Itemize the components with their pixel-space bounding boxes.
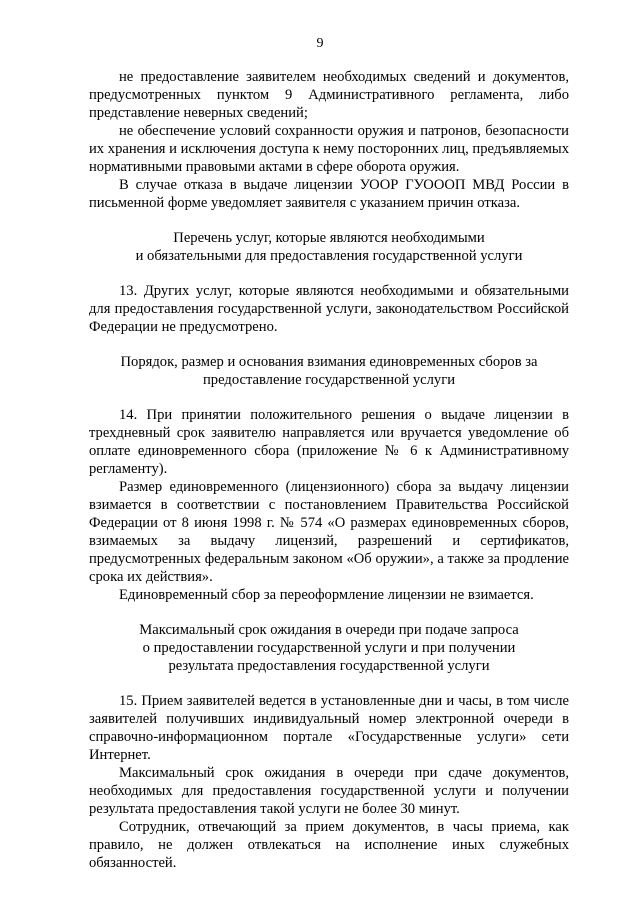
paragraph-max-wait: Максимальный срок ожидания в очереди при сдаче документов, необходимых для предоставления государственной услуги и получении результата предоставления такой услуги не более 30 минут. bbox=[89, 765, 569, 817]
paragraph-refusal-ground-2: не обеспечение условий сохранности оружия и патронов, безопасности их хранения и исключения доступа к нему посторонних лиц, предъявляемых нормативными правовыми актами в сфере оборота оружия. bbox=[89, 123, 569, 175]
section-heading-services bbox=[89, 229, 569, 265]
section-heading-fees bbox=[89, 353, 569, 389]
heading-line: предоставление государственной услуги bbox=[203, 372, 455, 388]
paragraph-reissue-fee: Единовременный сбор за переоформление лицензии не взимается. bbox=[119, 587, 534, 603]
heading-line: Максимальный срок ожидания в очереди при подаче запроса bbox=[139, 622, 519, 638]
paragraph-refusal-ground-1: не предоставление заявителем необходимых сведений и документов, предусмотренных пунктом 9 Административного регламента, либо представление неверных сведений; bbox=[89, 69, 569, 121]
heading-line: о предоставлении государственной услуги и при получении bbox=[142, 640, 516, 656]
paragraph-refusal-notice: В случае отказа в выдаче лицензии УООР ГУОООП МВД России в письменной форме уведомляет заявителя с указанием причин отказа. bbox=[89, 177, 569, 211]
heading-line: результата предоставления государственной услуги bbox=[168, 658, 490, 674]
heading-line: Порядок, размер и основания взимания единовременных сборов за bbox=[120, 354, 538, 370]
page-number: 9 bbox=[316, 36, 324, 51]
section-heading-queue bbox=[89, 621, 569, 675]
paragraph-employee-duty: Сотрудник, отвечающий за прием документов, в часы приема, как правило, не должен отвлекаться на исполнение иных служебных обязанностей. bbox=[89, 819, 569, 871]
heading-line: и обязательными для предоставления государственной услуги bbox=[135, 248, 523, 264]
page-body bbox=[89, 68, 569, 872]
heading-line: Перечень услуг, которые являются необходимыми bbox=[173, 230, 485, 246]
paragraph-fee-amount: Размер единовременного (лицензионного) сбора за выдачу лицензии взимается в соответствии с постановлением Правительства Российской Федерации от 8 июня 1998 г. № 574 «О размерах единовременных сборов, взимаемых за выдачу лицензий, разрешений и сертификатов, предусмотренных федеральным законом «Об оружии», а также за продление срока их действия». bbox=[89, 479, 569, 585]
paragraph-15: 15. Прием заявителей ведется в установленные дни и часы, в том числе заявителей получивших индивидуальный номер электронной очереди в справочно-информационном портале «Государственные услуги» сети Интернет. bbox=[89, 693, 569, 763]
paragraph-14: 14. При принятии положительного решения о выдаче лицензии в трехдневный срок заявителю направляется или вручается уведомление об оплате единовременного сбора (приложение № 6 к Административному регламенту). bbox=[89, 407, 569, 477]
paragraph-13: 13. Других услуг, которые являются необходимыми и обязательными для предоставления государственной услуги, законодательством Российской Федерации не предусмотрено. bbox=[89, 283, 569, 335]
